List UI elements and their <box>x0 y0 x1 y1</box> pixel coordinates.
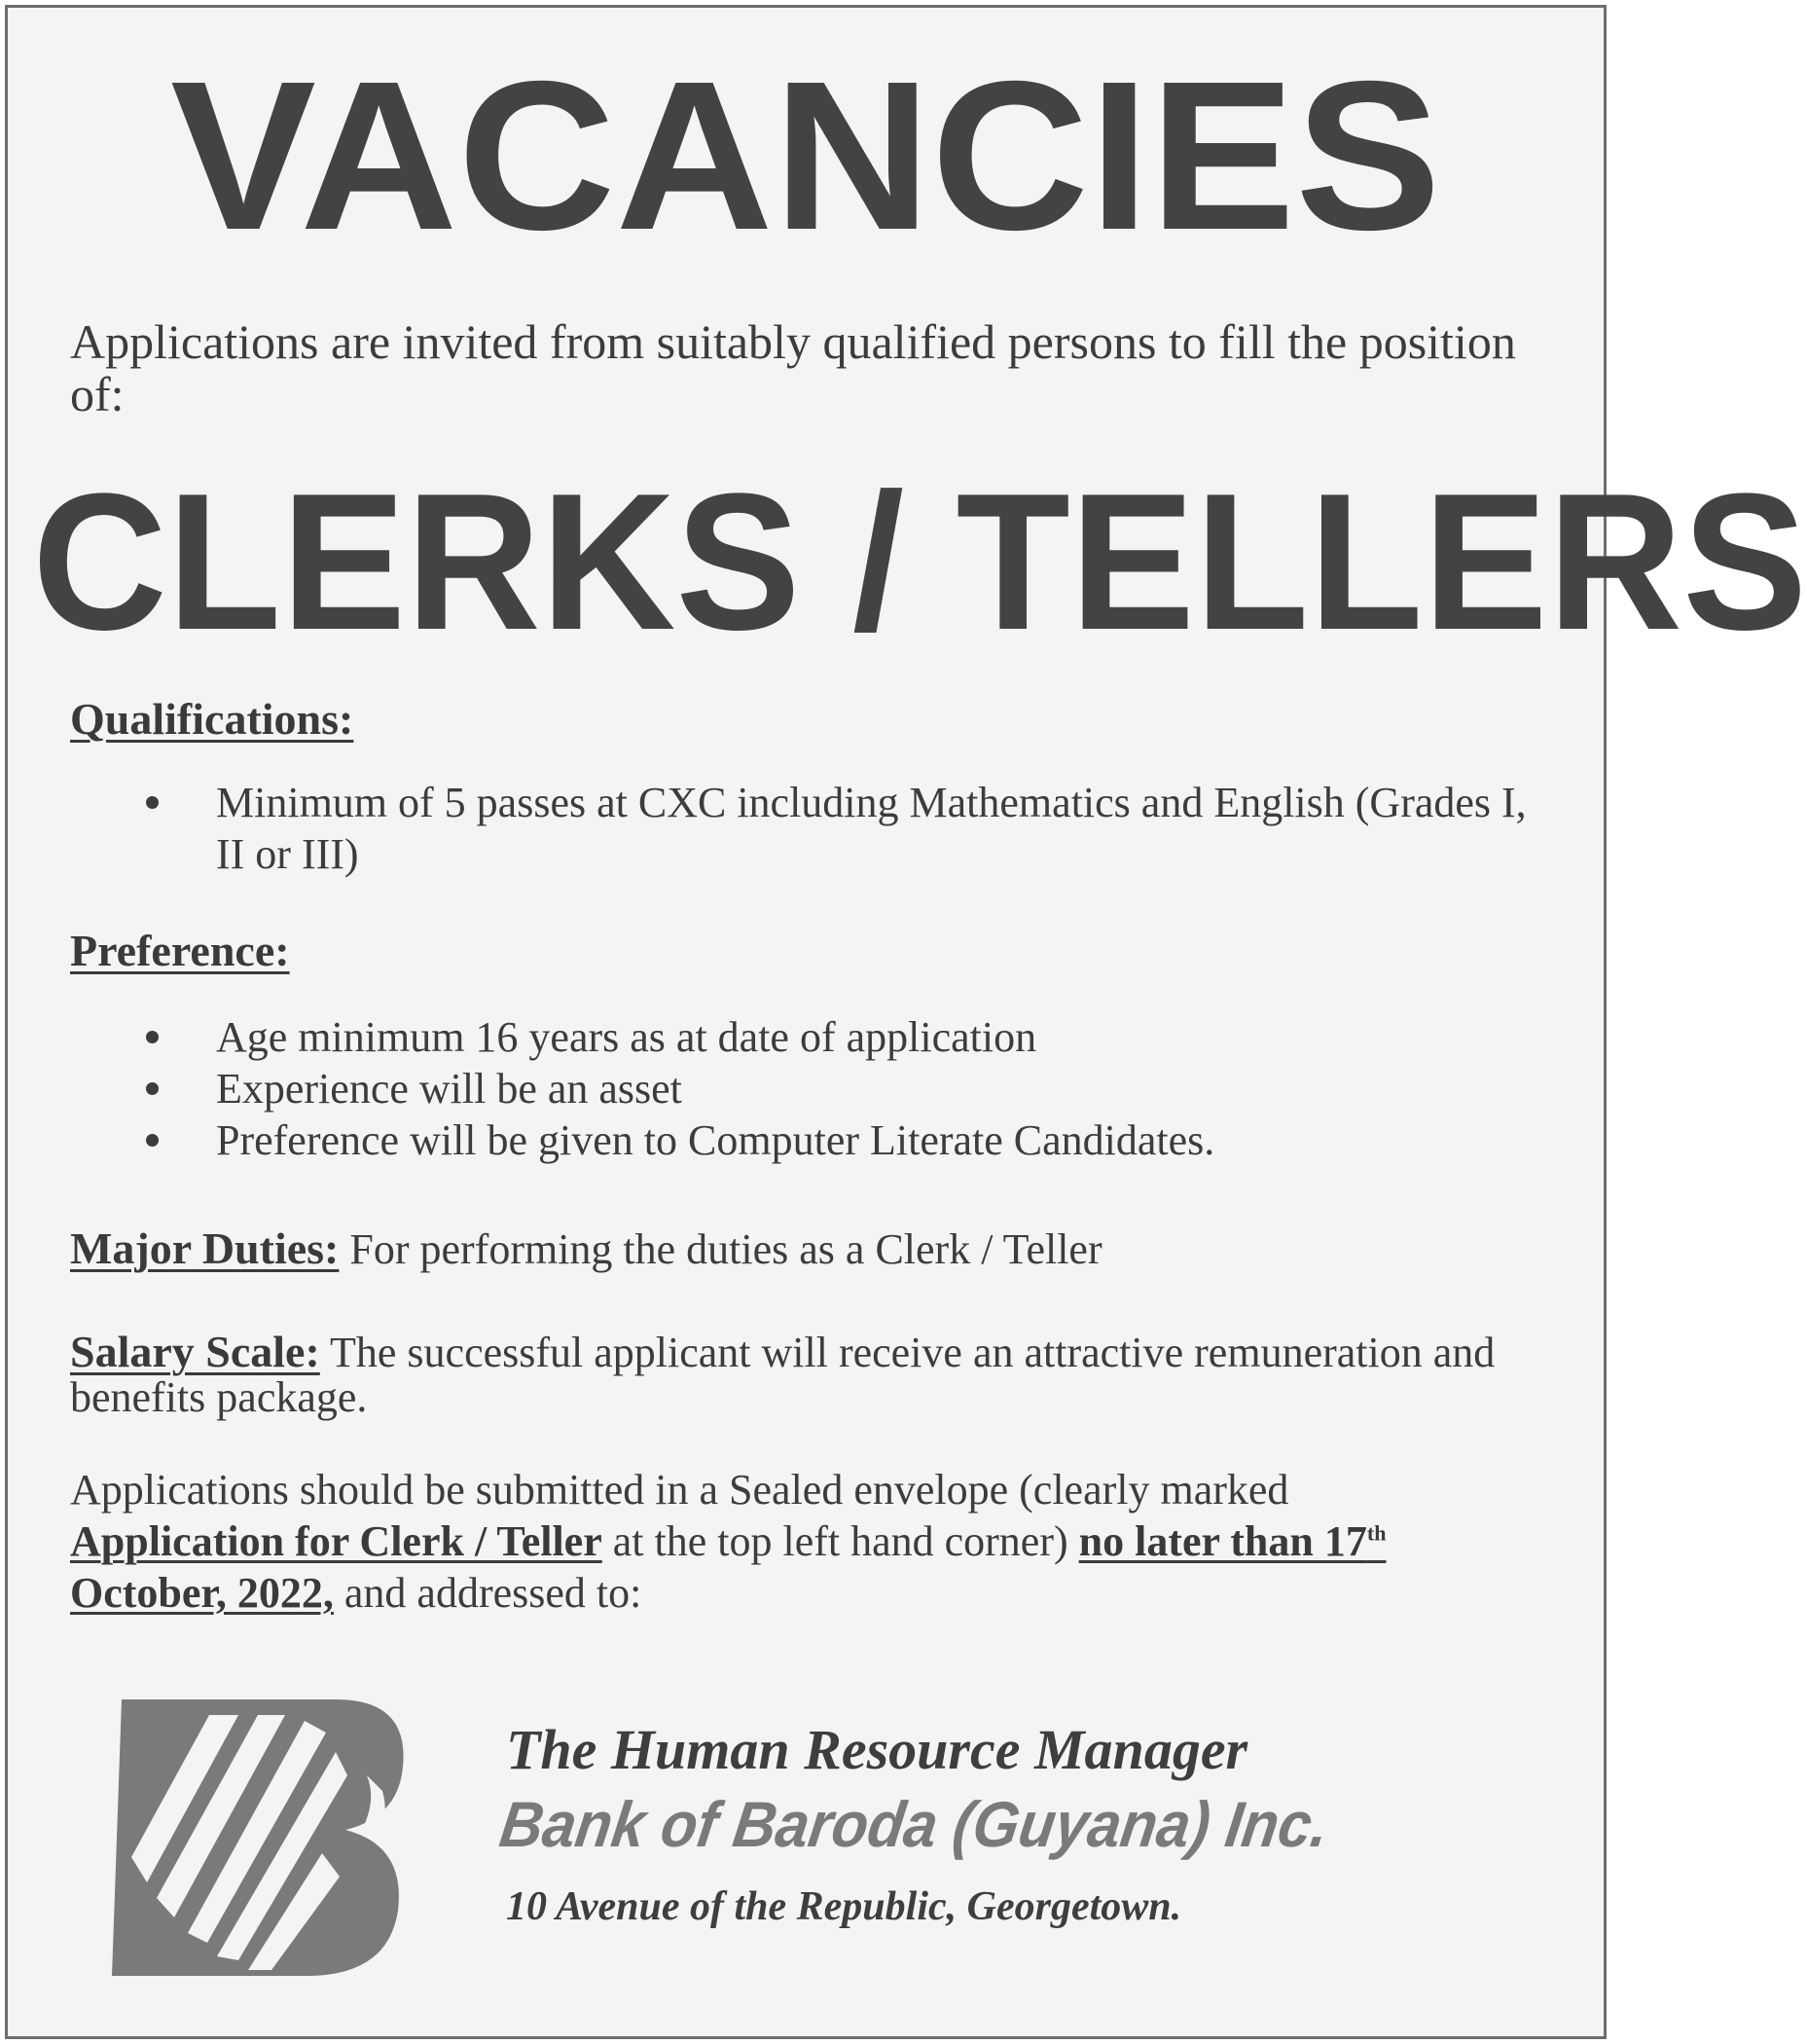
headline: VACANCIES <box>170 38 1441 274</box>
envelope-marking: Application for Clerk / Teller <box>70 1517 602 1565</box>
submission-text-1: Applications should be submitted in a Sealed envelope (clearly marked <box>70 1466 1289 1514</box>
major-duties-label: Major Duties: <box>70 1223 340 1273</box>
major-duties <box>70 1224 1530 1274</box>
preference-list <box>136 1011 1557 1166</box>
bank-of-baroda-logo <box>92 1682 409 1984</box>
qualifications-heading: Qualifications: <box>70 694 354 744</box>
submission-instructions <box>70 1464 1471 1619</box>
submission-text-3: and addressed to: <box>343 1569 642 1617</box>
major-duties-text: For performing the duties as a Clerk / Teller <box>349 1225 1102 1273</box>
position-title: CLERKS / TELLERS <box>32 454 1807 671</box>
salary-scale <box>70 1327 1530 1421</box>
deadline: no later than 17th October, 2022, <box>70 1517 1387 1617</box>
list-item: Preference will be given to Computer Literate Candidates. <box>136 1114 1557 1166</box>
list-item: Experience will be an asset <box>136 1063 1557 1114</box>
list-item: Minimum of 5 passes at CXC including Mathematics and English (Grades I, II or III) <box>136 777 1557 880</box>
salary-scale-text: The successful applicant will receive an attractive remuneration and benefits package. <box>70 1329 1496 1421</box>
list-item: Age minimum 16 years as at date of application <box>136 1011 1557 1063</box>
intro-text: Applications are invited from suitably qualified persons to fill the position of: <box>70 314 1516 421</box>
recipient-title: The Human Resource Manager <box>506 1718 1248 1781</box>
qualifications-list <box>136 777 1557 880</box>
company-name: Bank of Baroda (Guyana) Inc. <box>495 1788 1334 1860</box>
street-address: 10 Avenue of the Republic, Georgetown. <box>506 1884 1182 1929</box>
submission-text-2: at the top left hand corner) <box>612 1517 1068 1565</box>
preference-heading: Preference: <box>70 926 290 975</box>
salary-scale-label: Salary Scale: <box>70 1327 320 1376</box>
